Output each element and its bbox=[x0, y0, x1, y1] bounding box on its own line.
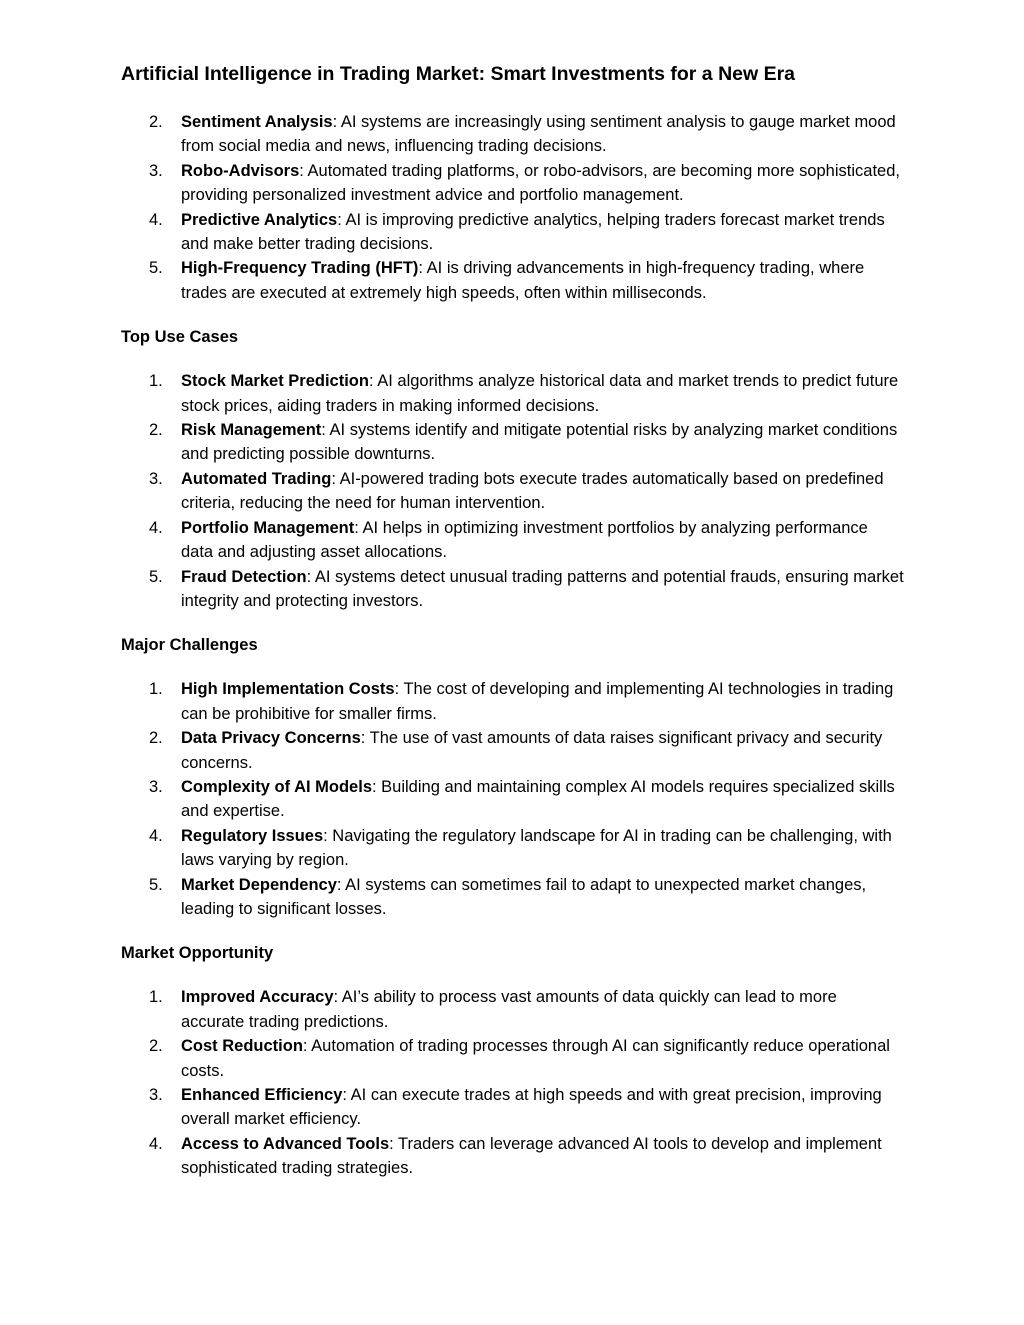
list-item-description: : AI-powered trading bots execute trades automatically based on predefined criteria, reducing the need for human intervention. bbox=[181, 469, 884, 513]
opportunity-list bbox=[121, 985, 904, 1180]
list-item-description: : Building and maintaining complex AI models requires specialized skills and expertise. bbox=[181, 777, 895, 821]
list-item bbox=[121, 985, 904, 1034]
list-item-term: Access to Advanced Tools bbox=[181, 1134, 390, 1153]
list-item bbox=[121, 775, 904, 824]
list-item bbox=[121, 1132, 904, 1181]
list-item-description: : The use of vast amounts of data raises significant privacy and security concerns. bbox=[181, 729, 883, 772]
list-item-description: : The cost of developing and implementing AI technologies in trading can be prohibitive for smaller firms. bbox=[181, 680, 894, 723]
list-item-description: : Traders can leverage advanced AI tools to develop and implement sophisticated trading strategies. bbox=[181, 1134, 882, 1178]
list-item-term: Market Dependency bbox=[181, 875, 337, 894]
list-item-term: High-Frequency Trading (HFT) bbox=[181, 259, 419, 278]
list-item bbox=[121, 516, 904, 565]
list-item-number: 2. bbox=[149, 421, 163, 440]
list-item bbox=[121, 159, 904, 208]
list-item-number: 3. bbox=[149, 161, 163, 180]
list-item-term: Cost Reduction bbox=[181, 1037, 303, 1056]
list-item-term: Enhanced Efficiency bbox=[181, 1086, 343, 1104]
list-item-number: 5. bbox=[149, 875, 163, 894]
list-item-number: 2. bbox=[149, 729, 163, 748]
list-item-description: : AI’s ability to process vast amounts of data quickly can lead to more accurate trading predictions. bbox=[181, 988, 837, 1031]
list-item bbox=[121, 677, 904, 726]
list-item-number: 2. bbox=[149, 113, 163, 131]
list-item-number: 3. bbox=[149, 1086, 163, 1104]
list-item-term: Fraud Detection bbox=[181, 567, 307, 586]
list-item-term: High Implementation Costs bbox=[181, 680, 395, 699]
list-item bbox=[121, 1083, 904, 1132]
list-item-number: 5. bbox=[149, 567, 163, 586]
challenges-list bbox=[121, 677, 904, 921]
list-item-description: : AI is driving advancements in high-frequency trading, where trades are executed at extremely high speeds, often within milliseconds. bbox=[181, 259, 865, 302]
document-title: Artificial Intelligence in Trading Market: Smart Investments for a New Era bbox=[121, 63, 796, 85]
list-item bbox=[121, 726, 904, 775]
list-item-term: Stock Market Prediction bbox=[181, 372, 369, 391]
trends-list bbox=[121, 110, 904, 305]
list-item-number: 1. bbox=[149, 988, 163, 1007]
list-item-number: 5. bbox=[149, 259, 163, 278]
list-item-description: : AI systems can sometimes fail to adapt to unexpected market changes, leading to significant losses. bbox=[181, 875, 867, 918]
list-item-term: Data Privacy Concerns bbox=[181, 729, 361, 748]
list-item-description: : AI can execute trades at high speeds and with great precision, improving overall market efficiency. bbox=[181, 1086, 882, 1129]
list-item-term: Automated Trading bbox=[181, 469, 332, 488]
list-item-description: : Automation of trading processes through AI can significantly reduce operational costs. bbox=[181, 1037, 890, 1080]
list-item-term: Predictive Analytics bbox=[181, 210, 338, 229]
list-item-term: Portfolio Management bbox=[181, 518, 355, 537]
list-item bbox=[121, 873, 904, 922]
list-item-number: 4. bbox=[149, 1134, 163, 1153]
list-item bbox=[121, 467, 904, 516]
list-item-number: 4. bbox=[149, 518, 163, 537]
list-item-number: 1. bbox=[149, 680, 163, 699]
list-item-number: 2. bbox=[149, 1037, 163, 1056]
list-item bbox=[121, 824, 904, 873]
list-item-term: Improved Accuracy bbox=[181, 988, 334, 1007]
list-item-term: Robo-Advisors bbox=[181, 161, 300, 180]
section-heading-challenges: Major Challenges bbox=[121, 636, 258, 655]
list-item-description: : AI helps in optimizing investment portfolios by analyzing performance data and adjusting asset allocations. bbox=[181, 518, 868, 562]
list-item-description: : AI systems identify and mitigate potential risks by analyzing market conditions and predicting possible downturns. bbox=[181, 421, 898, 464]
list-item bbox=[121, 110, 904, 159]
list-item-number: 3. bbox=[149, 777, 163, 796]
list-item-number: 3. bbox=[149, 469, 163, 488]
list-item-description: : Automated trading platforms, or robo-advisors, are becoming more sophisticated, providing personalized investment advice and portfolio management. bbox=[181, 161, 900, 205]
list-item-number: 4. bbox=[149, 826, 163, 845]
list-item bbox=[121, 256, 904, 305]
list-item-number: 4. bbox=[149, 210, 163, 229]
list-item-term: Sentiment Analysis bbox=[181, 113, 333, 131]
list-item bbox=[121, 208, 904, 257]
list-item bbox=[121, 565, 904, 614]
list-item bbox=[121, 1034, 904, 1083]
list-item-description: : AI systems are increasingly using sentiment analysis to gauge market mood from social media and news, influencing trading decisions. bbox=[181, 113, 896, 156]
list-item bbox=[121, 418, 904, 467]
list-item-description: : AI algorithms analyze historical data and market trends to predict future stock prices, aiding traders in making informed decisions. bbox=[181, 372, 899, 415]
list-item-description: : AI is improving predictive analytics, helping traders forecast market trends and make better trading decisions. bbox=[181, 210, 885, 254]
list-item-term: Risk Management bbox=[181, 421, 322, 440]
list-item-description: : Navigating the regulatory landscape for AI in trading can be challenging, with laws varying by region. bbox=[181, 826, 892, 870]
section-heading-use-cases: Top Use Cases bbox=[121, 328, 239, 347]
use-cases-list bbox=[121, 369, 904, 613]
list-item-term: Regulatory Issues bbox=[181, 826, 324, 845]
list-item-term: Complexity of AI Models bbox=[181, 777, 372, 796]
list-item-description: : AI systems detect unusual trading patterns and potential frauds, ensuring market integrity and protecting investors. bbox=[181, 567, 904, 610]
list-item bbox=[121, 369, 904, 418]
list-item-number: 1. bbox=[149, 372, 163, 391]
section-heading-opportunity: Market Opportunity bbox=[121, 944, 274, 963]
